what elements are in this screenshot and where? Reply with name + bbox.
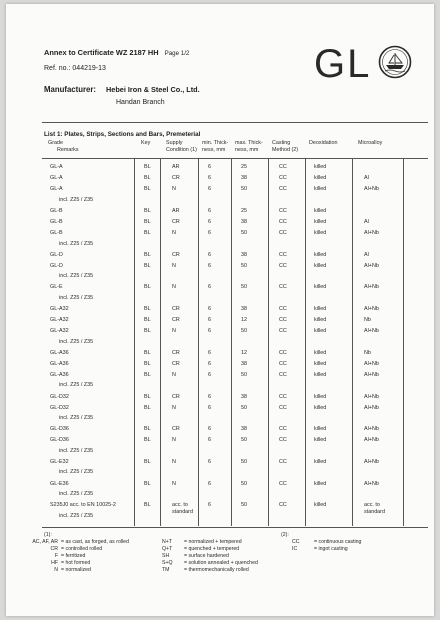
microalloy-cell: standard <box>364 509 385 516</box>
casting-method-cell: CC <box>279 218 287 225</box>
deoxidation-cell: killed <box>314 230 327 236</box>
col-divider <box>231 159 232 526</box>
casting-method-cell: CC <box>279 305 287 312</box>
grade-cell: GL-D36 <box>50 437 69 444</box>
microalloy-cell: Nb <box>364 349 371 356</box>
supply-condition-cell: CR <box>172 175 180 182</box>
min-thickness-cell: 6 <box>208 437 211 444</box>
grade-cell: GL-A32 <box>50 305 69 312</box>
casting-method-cell: CC <box>279 230 287 236</box>
grade-cell: GL-D32 <box>50 404 69 411</box>
key-cell: BL <box>144 186 151 193</box>
casting-method-cell: CC <box>279 175 287 182</box>
supply-condition-cell: N <box>172 404 176 411</box>
legend-value: = continuous casting <box>314 539 362 545</box>
microalloy-cell: Al <box>364 175 369 182</box>
legend-key: F <box>54 553 58 559</box>
annex-title <box>44 48 189 57</box>
max-thickness-cell: 50 <box>241 458 247 465</box>
supply-condition-cell: N <box>172 480 176 487</box>
microalloy-cell: Al+Nb <box>364 186 379 193</box>
min-thickness-cell: 6 <box>208 480 211 487</box>
legend-value: = quenched + tempered <box>184 546 240 552</box>
annex-title-text: Annex to Certificate WZ 2187 HH <box>44 48 159 57</box>
casting-method-cell: CC <box>279 207 287 214</box>
key-cell: BL <box>144 480 151 487</box>
deoxidation-cell: killed <box>314 284 327 291</box>
remark-cell: incl. Z25 / Z35 <box>59 469 94 476</box>
min-thickness-cell: 6 <box>208 305 211 312</box>
min-thickness-cell: 6 <box>208 502 211 509</box>
max-thickness-cell: 50 <box>241 404 247 411</box>
legend-value: = ingot casting <box>314 546 348 552</box>
casting-method-cell: CC <box>279 458 287 465</box>
legend-note-2: (2): <box>281 532 289 538</box>
min-thickness-cell: 6 <box>208 262 211 269</box>
casting-method-cell: CC <box>279 502 287 509</box>
col-min-label-2: ness, mm <box>202 147 226 153</box>
header-divider <box>42 122 428 123</box>
max-thickness-cell: 25 <box>241 207 247 214</box>
legend-key: TM <box>162 567 170 573</box>
col-casting-label-1: Casting <box>272 140 291 146</box>
grade-cell: GL-D36 <box>50 426 69 433</box>
key-cell: BL <box>144 218 151 225</box>
legend-key: SH <box>162 553 170 559</box>
microalloy-cell: Al+Nb <box>364 480 379 487</box>
casting-method-cell: CC <box>279 371 287 378</box>
col-divider <box>352 159 353 526</box>
supply-condition-cell: AR <box>172 207 180 214</box>
key-cell: BL <box>144 404 151 411</box>
legend-entry <box>32 567 129 574</box>
supply-condition-cell: N <box>172 284 176 291</box>
grade-cell: GL-A <box>50 164 63 170</box>
col-max-thickness <box>235 140 263 154</box>
supply-condition-cell: CR <box>172 305 180 312</box>
legend-key: CR <box>50 546 58 552</box>
deoxidation-cell: killed <box>314 305 327 312</box>
col-divider <box>198 159 199 526</box>
legend-value: = as cast, as forged, as rolled <box>61 539 129 545</box>
legend-value: = surface hardened <box>184 553 229 559</box>
remark-cell: incl. Z25 / Z35 <box>59 415 94 422</box>
grade-cell: GL-E <box>50 284 63 291</box>
legend-key: N+T <box>162 539 172 545</box>
reference-number: Ref. no.: 044219-13 <box>44 65 106 72</box>
key-cell: BL <box>144 305 151 312</box>
key-cell: BL <box>144 371 151 378</box>
legend-key: N <box>54 567 58 573</box>
min-thickness-cell: 6 <box>208 164 211 170</box>
grade-cell: GL-A <box>50 186 63 193</box>
legend-entry <box>162 560 258 567</box>
legend-entry <box>32 546 129 553</box>
max-thickness-cell: 25 <box>241 164 247 170</box>
microalloy-cell: Al+Nb <box>364 393 379 400</box>
microalloy-cell: Al+Nb <box>364 284 379 291</box>
max-thickness-cell: 50 <box>241 437 247 444</box>
key-cell: BL <box>144 360 151 367</box>
col-min-thickness <box>202 140 228 154</box>
microalloy-cell: Al <box>364 251 369 258</box>
casting-method-cell: CC <box>279 186 287 193</box>
microalloy-cell: Al+Nb <box>364 437 379 444</box>
logo-text: GL <box>314 42 372 86</box>
casting-method-cell: CC <box>279 426 287 433</box>
deoxidation-cell: killed <box>314 207 327 214</box>
deoxidation-cell: killed <box>314 426 327 433</box>
max-thickness-cell: 38 <box>241 360 247 367</box>
key-cell: BL <box>144 230 151 236</box>
col-supply-label-1: Supply <box>166 140 183 146</box>
certificate-page <box>6 4 434 616</box>
grade-cell: GL-B <box>50 207 63 214</box>
min-thickness-cell: 6 <box>208 251 211 258</box>
microalloy-cell: acc. to <box>364 502 380 509</box>
remark-cell: incl. Z25 / Z35 <box>59 338 94 345</box>
supply-condition-cell: N <box>172 371 176 378</box>
min-thickness-cell: 6 <box>208 328 211 335</box>
microalloy-cell: Nb <box>364 317 371 323</box>
key-cell: BL <box>144 317 151 323</box>
max-thickness-cell: 50 <box>241 284 247 291</box>
supply-condition-cell: N <box>172 328 176 335</box>
min-thickness-cell: 6 <box>208 207 211 214</box>
grade-cell: GL-A32 <box>50 317 69 323</box>
microalloy-cell: Al+Nb <box>364 262 379 269</box>
grade-cell: GL-D <box>50 262 63 269</box>
casting-method-cell: CC <box>279 164 287 170</box>
microalloy-cell: Al+Nb <box>364 328 379 335</box>
legend-supply-conditions <box>32 539 129 574</box>
legend-entry <box>292 546 361 553</box>
deoxidation-cell: killed <box>314 371 327 378</box>
casting-method-cell: CC <box>279 437 287 444</box>
supply-condition-cell: CR <box>172 426 180 433</box>
max-thickness-cell: 12 <box>241 349 247 356</box>
col-remarks-label: Remarks <box>57 147 79 153</box>
legend-entry <box>162 567 258 574</box>
casting-method-cell: CC <box>279 404 287 411</box>
remark-cell: incl. Z25 / Z35 <box>59 196 94 203</box>
col-grade-label: Grade <box>48 140 63 146</box>
supply-condition-cell: CR <box>172 317 180 323</box>
legend-entry <box>32 560 129 567</box>
max-thickness-cell: 38 <box>241 251 247 258</box>
col-divider <box>160 159 161 526</box>
legend-supply-conditions-2 <box>162 539 258 574</box>
min-thickness-cell: 6 <box>208 284 211 291</box>
casting-method-cell: CC <box>279 262 287 269</box>
grade-cell: GL-E36 <box>50 480 69 487</box>
ship-seal-icon <box>378 45 412 79</box>
key-cell: BL <box>144 328 151 335</box>
deoxidation-cell: killed <box>314 502 327 509</box>
deoxidation-cell: killed <box>314 175 327 182</box>
deoxidation-cell: killed <box>314 262 327 269</box>
casting-method-cell: CC <box>279 284 287 291</box>
deoxidation-cell: killed <box>314 437 327 444</box>
legend-value: = solution annealed + quenched <box>184 560 258 566</box>
microalloy-cell: Al+Nb <box>364 458 379 465</box>
col-divider <box>403 159 404 526</box>
remark-cell: incl. Z25 / Z35 <box>59 240 94 247</box>
key-cell: BL <box>144 426 151 433</box>
max-thickness-cell: 50 <box>241 480 247 487</box>
min-thickness-cell: 6 <box>208 218 211 225</box>
col-divider <box>305 159 306 526</box>
supply-condition-cell: N <box>172 230 176 236</box>
supply-condition-cell: standard <box>172 509 193 516</box>
legend-key: S+Q <box>162 560 173 566</box>
microalloy-cell: Al+Nb <box>364 371 379 378</box>
grade-cell: GL-D <box>50 251 63 258</box>
legend-casting-methods <box>292 539 361 553</box>
legend-key: AC, AF, AR <box>32 539 58 545</box>
max-thickness-cell: 12 <box>241 317 247 323</box>
remark-cell: incl. Z25 / Z35 <box>59 273 94 280</box>
legend-key: CC <box>292 539 300 545</box>
grade-cell: GL-B <box>50 230 63 236</box>
grade-cell: GL-A36 <box>50 371 69 378</box>
casting-method-cell: CC <box>279 317 287 323</box>
max-thickness-cell: 38 <box>241 426 247 433</box>
legend-key: Q+T <box>162 546 173 552</box>
grade-cell: GL-A36 <box>50 360 69 367</box>
supply-condition-cell: N <box>172 186 176 193</box>
key-cell: BL <box>144 251 151 258</box>
deoxidation-cell: killed <box>314 251 327 258</box>
min-thickness-cell: 6 <box>208 393 211 400</box>
legend-value: = hot formed <box>61 560 91 566</box>
deoxidation-cell: killed <box>314 349 327 356</box>
remark-cell: incl. Z25 / Z35 <box>59 382 94 389</box>
key-cell: BL <box>144 393 151 400</box>
min-thickness-cell: 6 <box>208 426 211 433</box>
gl-logo <box>314 44 410 88</box>
deoxidation-cell: killed <box>314 328 327 335</box>
col-supply <box>166 140 197 154</box>
key-cell: BL <box>144 164 151 170</box>
key-cell: BL <box>144 458 151 465</box>
col-casting <box>272 140 298 154</box>
supply-condition-cell: N <box>172 262 176 269</box>
table-header-rule <box>42 158 428 159</box>
col-deoxidation: Deoxidation <box>309 140 338 146</box>
branch-name: Handan Branch <box>116 99 165 106</box>
deoxidation-cell: killed <box>314 218 327 225</box>
max-thickness-cell: 50 <box>241 328 247 335</box>
legend-entry <box>292 539 361 546</box>
deoxidation-cell: killed <box>314 317 327 323</box>
deoxidation-cell: killed <box>314 393 327 400</box>
col-microalloy: Microalloy <box>358 140 383 146</box>
col-min-label-1: min. Thick- <box>202 140 229 146</box>
table-bottom-rule <box>42 527 428 528</box>
microalloy-cell: Al+Nb <box>364 230 379 236</box>
list-title: List 1: Plates, Strips, Sections and Bars, Premeterial <box>44 131 201 138</box>
supply-condition-cell: CR <box>172 349 180 356</box>
legend-entry <box>162 546 258 553</box>
page-number: Page 1/2 <box>164 50 190 57</box>
casting-method-cell: CC <box>279 349 287 356</box>
min-thickness-cell: 6 <box>208 230 211 236</box>
min-thickness-cell: 6 <box>208 349 211 356</box>
legend-value: = thermomechanically rolled <box>184 567 249 573</box>
key-cell: BL <box>144 207 151 214</box>
min-thickness-cell: 6 <box>208 404 211 411</box>
legend-entry <box>162 539 258 546</box>
supply-condition-cell: N <box>172 437 176 444</box>
legend-entry <box>162 553 258 560</box>
key-cell: BL <box>144 437 151 444</box>
deoxidation-cell: killed <box>314 404 327 411</box>
casting-method-cell: CC <box>279 480 287 487</box>
col-max-label-2: ness, mm <box>235 147 259 153</box>
max-thickness-cell: 50 <box>241 262 247 269</box>
casting-method-cell: CC <box>279 251 287 258</box>
min-thickness-cell: 6 <box>208 186 211 193</box>
key-cell: BL <box>144 175 151 182</box>
key-cell: BL <box>144 502 151 509</box>
casting-method-cell: CC <box>279 360 287 367</box>
grade-cell: GL-D32 <box>50 393 69 400</box>
deoxidation-cell: killed <box>314 186 327 193</box>
grade-cell: S235J0 acc. to EN 10025-2 <box>50 502 116 509</box>
grade-cell: GL-E32 <box>50 458 69 465</box>
legend-entry <box>32 553 129 560</box>
microalloy-cell: Al+Nb <box>364 426 379 433</box>
min-thickness-cell: 6 <box>208 175 211 182</box>
min-thickness-cell: 6 <box>208 458 211 465</box>
legend-key: IC <box>292 546 298 552</box>
company-name: Hebei Iron & Steel Co., Ltd. <box>106 85 200 94</box>
supply-condition-cell: CR <box>172 393 180 400</box>
max-thickness-cell: 50 <box>241 371 247 378</box>
max-thickness-cell: 50 <box>241 230 247 236</box>
supply-condition-cell: acc. to <box>172 502 188 509</box>
key-cell: BL <box>144 262 151 269</box>
max-thickness-cell: 38 <box>241 218 247 225</box>
col-divider <box>134 159 135 526</box>
col-grade <box>48 140 79 154</box>
grade-cell: GL-A <box>50 175 63 182</box>
deoxidation-cell: killed <box>314 164 327 170</box>
casting-method-cell: CC <box>279 393 287 400</box>
microalloy-cell: Al+Nb <box>364 360 379 367</box>
legend-value: = normalized <box>61 567 91 573</box>
deoxidation-cell: killed <box>314 360 327 367</box>
remark-cell: incl. Z25 / Z35 <box>59 294 94 301</box>
col-supply-label-2: Condition (1) <box>166 147 197 153</box>
supply-condition-cell: CR <box>172 218 180 225</box>
legend-value: = normalized + tempered <box>184 539 242 545</box>
max-thickness-cell: 38 <box>241 393 247 400</box>
manufacturer-label: Manufacturer: <box>44 85 96 94</box>
legend-value: = controlled rolled <box>61 546 103 552</box>
key-cell: BL <box>144 284 151 291</box>
key-cell: BL <box>144 349 151 356</box>
legend-note-1: (1): <box>44 532 52 538</box>
supply-condition-cell: CR <box>172 251 180 258</box>
supply-condition-cell: CR <box>172 360 180 367</box>
microalloy-cell: Al+Nb <box>364 404 379 411</box>
remark-cell: incl. Z25 / Z35 <box>59 512 94 519</box>
max-thickness-cell: 50 <box>241 502 247 509</box>
legend-entry <box>32 539 129 546</box>
deoxidation-cell: killed <box>314 480 327 487</box>
grade-cell: GL-A32 <box>50 328 69 335</box>
grade-cell: GL-A36 <box>50 349 69 356</box>
col-casting-label-2: Method (2) <box>272 147 299 153</box>
max-thickness-cell: 38 <box>241 305 247 312</box>
col-divider <box>268 159 269 526</box>
min-thickness-cell: 6 <box>208 371 211 378</box>
microalloy-cell: Al+Nb <box>364 305 379 312</box>
supply-condition-cell: N <box>172 458 176 465</box>
grade-cell: GL-B <box>50 218 63 225</box>
remark-cell: incl. Z25 / Z35 <box>59 491 94 497</box>
max-thickness-cell: 50 <box>241 186 247 193</box>
manufacturer <box>44 85 200 94</box>
casting-method-cell: CC <box>279 328 287 335</box>
min-thickness-cell: 6 <box>208 360 211 367</box>
max-thickness-cell: 38 <box>241 175 247 182</box>
supply-condition-cell: AR <box>172 164 180 170</box>
deoxidation-cell: killed <box>314 458 327 465</box>
legend-key: HF <box>51 560 58 566</box>
microalloy-cell: Al <box>364 218 369 225</box>
min-thickness-cell: 6 <box>208 317 211 323</box>
legend-value: = ferritized <box>61 553 86 559</box>
col-max-label-1: max. Thick- <box>235 140 263 146</box>
col-key: Key <box>141 140 151 146</box>
remark-cell: incl. Z25 / Z35 <box>59 447 94 454</box>
